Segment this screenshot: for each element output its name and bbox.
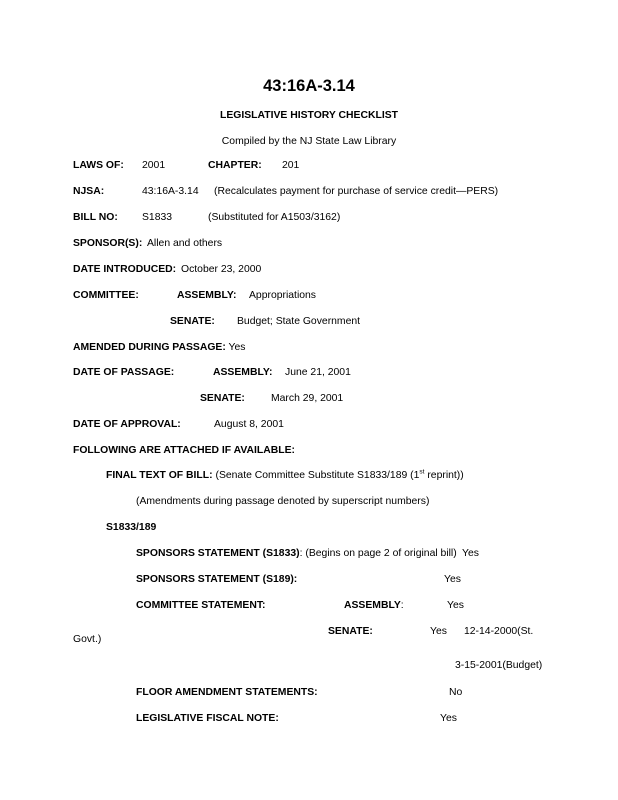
bill-no-label: BILL NO: — [73, 212, 118, 223]
chapter-label: CHAPTER: — [208, 160, 262, 171]
committee-statement-senate-date2: 3-15-2001(Budget) — [455, 660, 543, 671]
committee-label: COMMITTEE: — [73, 290, 139, 301]
amended-row — [73, 341, 245, 354]
final-text-label: FINAL TEXT OF BILL: — [106, 470, 213, 481]
committee-statement-senate-label: SENATE: — [328, 626, 373, 637]
document-subtitle: LEGISLATIVE HISTORY CHECKLIST — [219, 110, 398, 121]
bill-no-note: (Substituted for A1503/3162) — [208, 212, 341, 223]
passage-assembly-label: ASSEMBLY: — [213, 367, 273, 378]
committee-assembly-value: Appropriations — [249, 290, 317, 301]
sponsors-statement-s1833-row — [136, 547, 457, 560]
compiled-by: Compiled by the NJ State Law Library — [221, 136, 397, 147]
sponsors-value: Allen and others — [147, 238, 223, 249]
committee-statement-assembly: ASSEMBLY: — [344, 600, 404, 611]
approval-value: August 8, 2001 — [214, 419, 284, 430]
laws-of-value: 2001 — [142, 160, 166, 171]
final-text-description: (Senate Committee Substitute S1833/189 (1st reprint)) — [215, 468, 464, 481]
sponsors-statement-s1833-value: Yes — [462, 548, 479, 559]
committee-senate-value: Budget; State Government — [237, 316, 361, 327]
passage-label: DATE OF PASSAGE: — [73, 367, 175, 378]
sponsors-statement-s1833-note: : (Begins on page 2 of original bill) — [299, 548, 457, 559]
date-introduced-value: October 23, 2000 — [181, 264, 262, 275]
committee-statement-assembly-value: Yes — [447, 600, 464, 611]
sponsors-statement-s1833-label: SPONSORS STATEMENT (S1833) — [136, 548, 300, 559]
passage-senate-label: SENATE: — [200, 393, 245, 404]
bill-heading: S1833/189 — [106, 522, 157, 533]
floor-amendment-value: No — [449, 687, 463, 698]
committee-senate-label: SENATE: — [170, 316, 215, 327]
amended-value: Yes — [228, 342, 246, 353]
page-title: 43:16A-3.14 — [263, 77, 355, 95]
floor-amendment-label: FLOOR AMENDMENT STATEMENTS: — [136, 687, 318, 698]
njsa-value: 43:16A-3.14 — [142, 186, 199, 197]
laws-of-label: LAWS OF: — [73, 160, 124, 171]
committee-statement-label: COMMITTEE STATEMENT: — [136, 600, 266, 611]
sponsors-label: SPONSOR(S): — [73, 238, 143, 249]
amendments-note: (Amendments during passage denoted by superscript numbers) — [136, 496, 430, 507]
bill-no-value: S1833 — [142, 212, 173, 223]
sponsors-statement-s189-value: Yes — [444, 574, 461, 585]
passage-senate-value: March 29, 2001 — [271, 393, 344, 404]
approval-label: DATE OF APPROVAL: — [73, 419, 181, 430]
fiscal-note-value: Yes — [440, 713, 457, 724]
passage-assembly-value: June 21, 2001 — [285, 367, 351, 378]
committee-statement-senate-value: Yes — [430, 626, 447, 637]
sponsors-statement-s189-label: SPONSORS STATEMENT (S189): — [136, 574, 298, 585]
chapter-value: 201 — [282, 160, 300, 171]
amended-label: AMENDED DURING PASSAGE: — [73, 342, 226, 353]
fiscal-note-label: LEGISLATIVE FISCAL NOTE: — [136, 713, 279, 724]
njsa-label: NJSA: — [73, 186, 105, 197]
njsa-description: (Recalculates payment for purchase of service credit—PERS) — [214, 186, 499, 197]
committee-statement-senate-date1: 12-14-2000(St. — [464, 626, 534, 637]
following-heading: FOLLOWING ARE ATTACHED IF AVAILABLE: — [73, 445, 296, 456]
final-text-row — [106, 469, 464, 482]
committee-assembly-label: ASSEMBLY: — [177, 290, 237, 301]
superscript: st — [419, 468, 425, 476]
date-introduced-label: DATE INTRODUCED: — [73, 264, 177, 275]
committee-statement-senate-date1-cont: Govt.) — [73, 634, 102, 645]
